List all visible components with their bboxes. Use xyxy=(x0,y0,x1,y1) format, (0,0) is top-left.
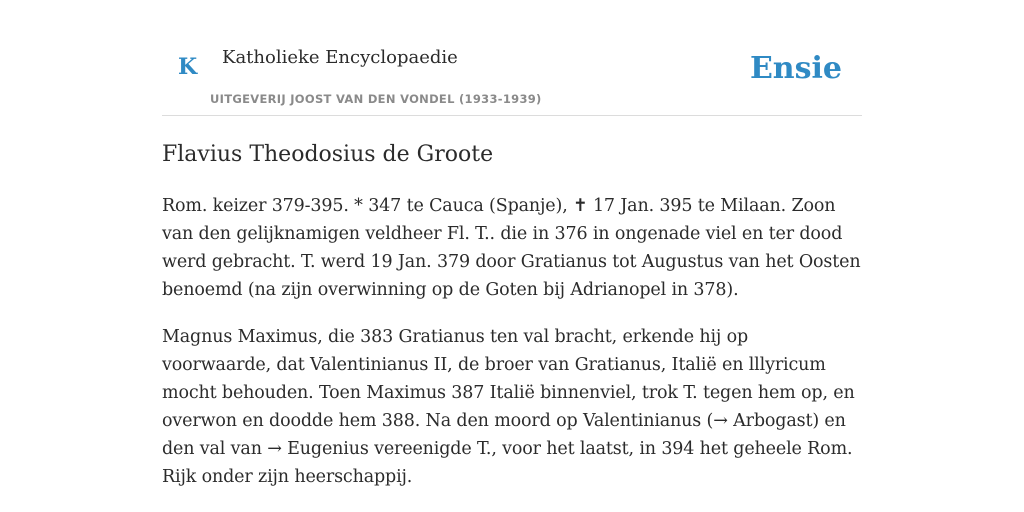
article-paragraph-1: Rom. keizer 379-395. * 347 te Cauca (Spanje), ✝ 17 Jan. 395 te Milaan. Zoon van den gelijknamigen veldheer Fl. T.. die in 376 in ongenade viel en ter dood werd gebracht. T. werd 19 Jan. 379 door Gratianus tot Augustus van het Oosten benoemd (na zijn overwinning op de Goten bij Adrianopel in 378). xyxy=(162,196,861,300)
article-title: Flavius Theodosius de Groote xyxy=(162,142,494,167)
encyclopedia-title-link[interactable]: Katholieke Encyclopaedie xyxy=(222,47,458,68)
publisher-label: UITGEVERIJ JOOST VAN DEN VONDEL (1933-1939) xyxy=(210,92,542,106)
brand-logo-link[interactable]: Ensie xyxy=(749,51,842,86)
site-header xyxy=(162,40,862,116)
article-paragraph-2: Magnus Maximus, die 383 Gratianus ten val bracht, erkende hij op voorwaarde, dat Valentinianus II, de broer van Gratianus, Italië en lllyricum mocht behouden. Toen Maximus 387 Italië binnenviel, trok T. tegen hem op, en overwon en doodde hem 388. Na den moord op Valentinianus (→ Arbogast) en den val van → Eugenius vereenigde T., voor het laatst, in 394 het geheele Rom. Rijk onder zijn heerschappij. xyxy=(162,327,855,487)
article xyxy=(162,140,862,510)
encyclopedia-logo[interactable]: K xyxy=(178,54,198,80)
